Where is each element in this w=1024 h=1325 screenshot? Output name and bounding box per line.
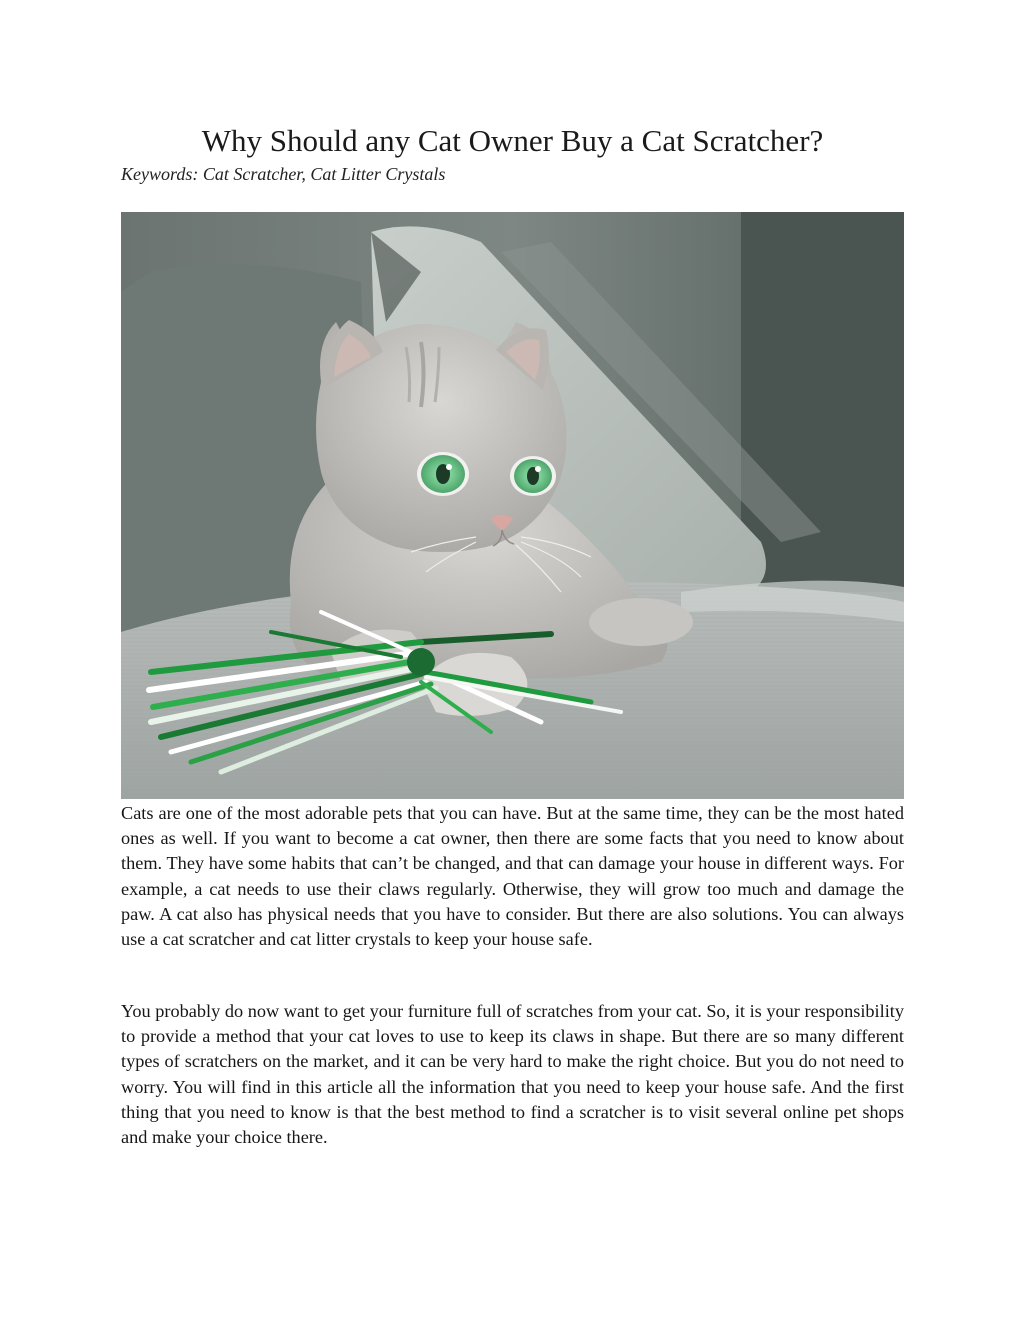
article-keywords: Keywords: Cat Scratcher, Cat Litter Crystals	[121, 164, 446, 184]
article-paragraph: Cats are one of the most adorable pets that you can have. But at the same time, they can be the most hated ones as well. If you want to become a cat owner, then there are some facts that you need to know about them. They have some habits that can’t be changed, and that can damage your house in different ways. For example, a cat needs to use their claws regularly. Otherwise, they will grow too much and damage the paw. A cat also has physical needs that you have to consider. But there are also solutions. You can always use a cat scratcher and cat litter crystals to keep your house safe.	[121, 803, 904, 950]
article-title: Why Should any Cat Owner Buy a Cat Scratcher?	[201, 123, 824, 158]
article-paragraph: You probably do now want to get your furniture full of scratches from your cat. So, it is your responsibility to provide a method that your cat loves to use to keep its claws in shape. But there are so many different types of scratchers on the market, and it can be very hard to make the right choice. But you do not need to worry. You will find in this article all the information that you need to keep your house safe. And the first thing that you need to know is that the best method to find a scratcher is to visit several online pet shops and make your choice there.	[121, 1001, 904, 1148]
cat-photo	[121, 212, 904, 799]
